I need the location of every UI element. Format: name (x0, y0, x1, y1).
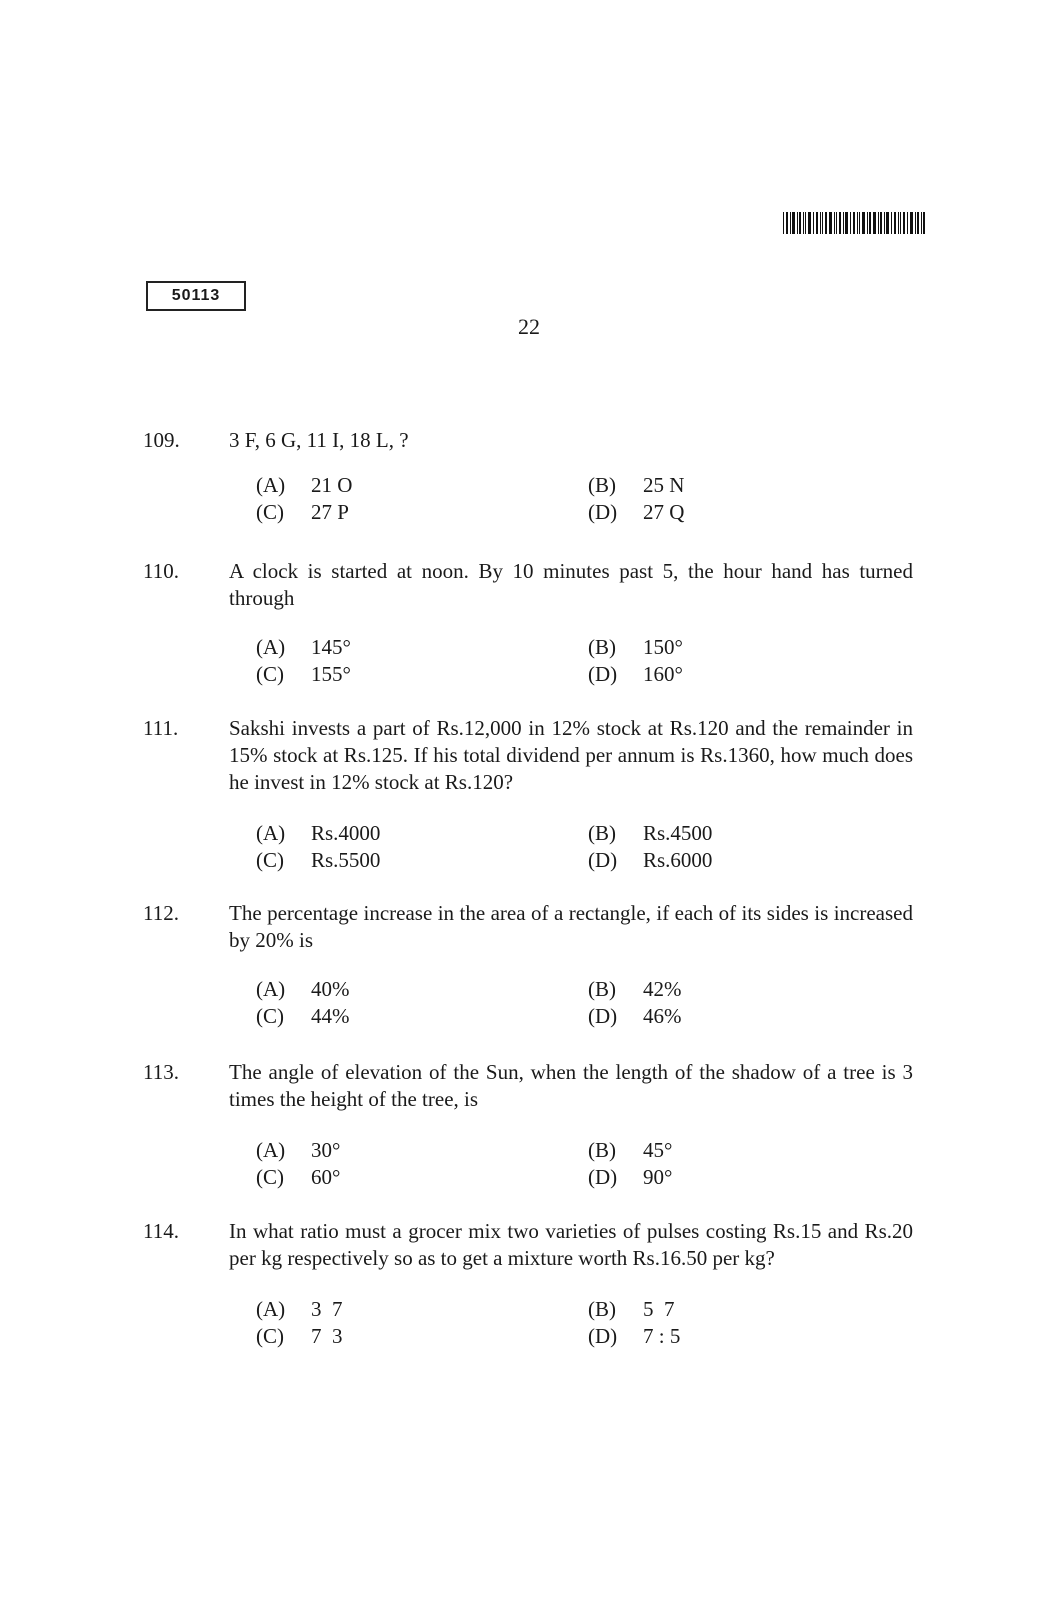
option-a (256, 820, 380, 847)
option-value: Rs.6000 (643, 848, 713, 872)
question-number: 113. (143, 1060, 179, 1084)
option-value: 40% (311, 977, 350, 1001)
question-109 (143, 427, 913, 526)
option-label: (C) (256, 848, 284, 872)
option-label: (D) (588, 1324, 618, 1348)
option-value: 160° (643, 662, 683, 686)
option-value: Rs.4000 (311, 821, 381, 845)
question-text: The angle of elevation of the Sun, when the length of the shadow of a tree is 3 times the height of the tree, is (229, 1060, 913, 1111)
option-value: 90° (643, 1165, 673, 1189)
option-label: (D) (588, 662, 618, 686)
option-label: (B) (588, 1297, 616, 1321)
options (143, 976, 913, 1030)
options (143, 820, 913, 874)
option-b (588, 820, 712, 847)
page-number: 22 (518, 314, 540, 339)
option-label: (A) (256, 1138, 286, 1162)
option-value: Rs.4500 (643, 821, 713, 845)
option-value: 145° (311, 635, 351, 659)
option-value: 155° (311, 662, 351, 686)
option-b (588, 976, 682, 1003)
option-b (588, 634, 683, 661)
option-label: (B) (588, 473, 616, 497)
question-text: 3 F, 6 G, 11 I, 18 L, ? (229, 428, 409, 452)
paper-code: 50113 (171, 287, 221, 304)
option-value: 7 3 (311, 1324, 343, 1348)
option-label: (D) (588, 1165, 618, 1189)
question-112 (143, 900, 913, 1030)
option-c (256, 847, 380, 874)
option-value: 5 7 (643, 1297, 675, 1321)
option-value: 150° (643, 635, 683, 659)
option-b (588, 1296, 675, 1323)
option-value: 27 Q (643, 500, 685, 524)
option-value: 42% (643, 977, 682, 1001)
option-label: (B) (588, 977, 616, 1001)
option-value: 7 : 5 (643, 1324, 681, 1348)
option-label: (C) (256, 1004, 284, 1028)
option-a (256, 1137, 340, 1164)
option-a (256, 1296, 343, 1323)
option-d (588, 499, 684, 526)
options (143, 1137, 913, 1191)
option-value: Rs.5500 (311, 848, 381, 872)
option-value: 44% (311, 1004, 350, 1028)
question-number: 111. (143, 716, 179, 740)
option-c (256, 1164, 340, 1191)
question-number: 112. (143, 901, 179, 925)
options (143, 634, 913, 688)
option-label: (A) (256, 821, 286, 845)
option-value: 27 P (311, 500, 349, 524)
option-value: 30° (311, 1138, 341, 1162)
question-text: Sakshi invests a part of Rs.12,000 in 12% stock at Rs.120 and the remainder in 15% stock at Rs.125. If his total dividend per annum is Rs.1360, how much does he invest in 12% stock at Rs.120? (229, 716, 913, 794)
question-text: In what ratio must a grocer mix two varieties of pulses costing Rs.15 and Rs.20 per kg respectively so as to get a mixture worth Rs.16.50 per kg? (229, 1219, 913, 1270)
question-number: 110. (143, 559, 179, 583)
option-label: (C) (256, 500, 284, 524)
option-a (256, 472, 352, 499)
option-c (256, 1323, 343, 1350)
question-110 (143, 558, 913, 688)
question-number: 109. (143, 428, 180, 452)
option-label: (A) (256, 635, 286, 659)
question-114 (143, 1218, 913, 1350)
option-label: (B) (588, 821, 616, 845)
option-value: 21 O (311, 473, 353, 497)
options (143, 1296, 913, 1350)
question-number: 114. (143, 1219, 179, 1243)
option-label: (B) (588, 635, 616, 659)
option-value: 25 N (643, 473, 685, 497)
option-value: 3 7 (311, 1297, 343, 1321)
option-a (256, 976, 350, 1003)
option-c (256, 1003, 350, 1030)
option-label: (C) (256, 1324, 284, 1348)
option-label: (A) (256, 1297, 286, 1321)
option-label: (C) (256, 662, 284, 686)
option-b (588, 1137, 672, 1164)
question-text: A clock is started at noon. By 10 minutes past 5, the hour hand has turned through (229, 559, 913, 610)
option-value: 45° (643, 1138, 673, 1162)
options (143, 472, 913, 526)
option-d (588, 1003, 682, 1030)
option-label: (B) (588, 1138, 616, 1162)
question-113 (143, 1059, 913, 1191)
option-c (256, 661, 351, 688)
option-d (588, 1164, 672, 1191)
option-b (588, 472, 684, 499)
option-d (588, 847, 712, 874)
option-value: 46% (643, 1004, 682, 1028)
option-label: (D) (588, 848, 618, 872)
option-label: (D) (588, 1004, 618, 1028)
option-d (588, 1323, 680, 1350)
option-label: (A) (256, 473, 286, 497)
paper-code-box (146, 281, 246, 311)
option-label: (A) (256, 977, 286, 1001)
option-d (588, 661, 683, 688)
question-111 (143, 715, 913, 874)
option-label: (C) (256, 1165, 284, 1189)
question-text: The percentage increase in the area of a rectangle, if each of its sides is increased by 20% is (229, 901, 913, 952)
option-label: (D) (588, 500, 618, 524)
option-value: 60° (311, 1165, 341, 1189)
barcode-icon (783, 212, 925, 234)
option-a (256, 634, 351, 661)
option-c (256, 499, 349, 526)
